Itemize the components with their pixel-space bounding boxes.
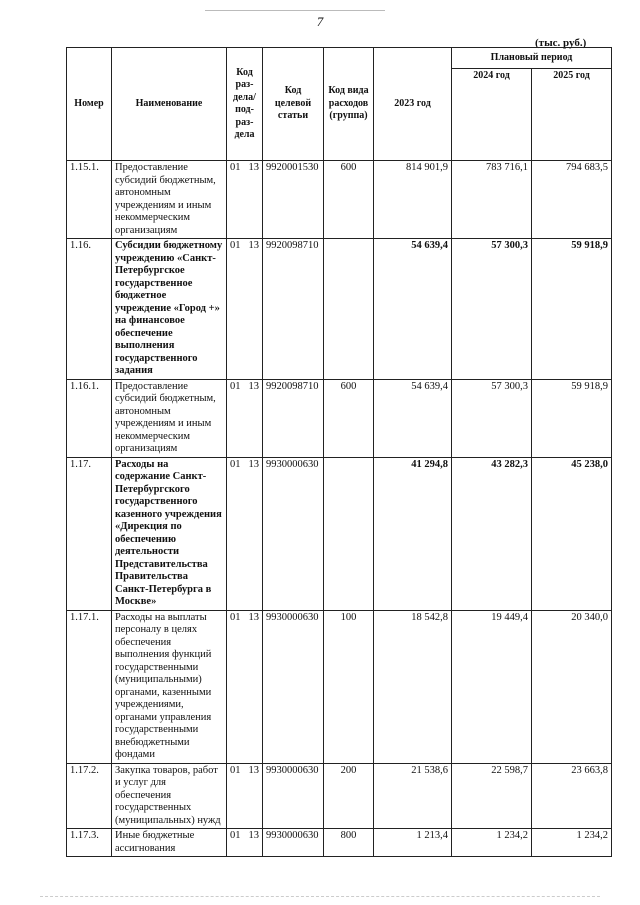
row-subsection: 13 [248, 162, 259, 173]
row-expense-type: 600 [324, 161, 374, 239]
row-2024: 22 598,7 [452, 763, 532, 829]
row-target-code: 9930000630 [263, 829, 324, 857]
row-section-code [227, 161, 263, 239]
table-row [67, 239, 612, 380]
row-2025: 1 234,2 [532, 829, 612, 857]
row-expense-type [324, 457, 374, 610]
row-2025: 23 663,8 [532, 763, 612, 829]
row-name: Иные бюджетные ассигнования [112, 829, 227, 857]
page-number: 7 [316, 14, 324, 29]
row-2024: 43 282,3 [452, 457, 532, 610]
row-name: Субсидии бюджетному учреждению «Санкт-Петербургское государственное бюджетное учреждение «Город +» на финансовое обеспечение выполнения государственного задания [112, 239, 227, 380]
row-expense-type [324, 239, 374, 380]
row-target-code: 9930000630 [263, 610, 324, 763]
row-2023: 18 542,8 [374, 610, 452, 763]
table-row [67, 161, 612, 239]
row-2023: 54 639,4 [374, 239, 452, 380]
row-name: Предоставление субсидий бюджетным, автономным учреждениям и иным некоммерческим организациям [112, 161, 227, 239]
table-row [67, 763, 612, 829]
row-expense-type: 600 [324, 379, 374, 457]
row-2023: 54 639,4 [374, 379, 452, 457]
table-row [67, 457, 612, 610]
row-section-code [227, 610, 263, 763]
row-2024: 783 716,1 [452, 161, 532, 239]
row-target-code: 9920001530 [263, 161, 324, 239]
row-2024: 1 234,2 [452, 829, 532, 857]
row-section-code [227, 379, 263, 457]
header-target-code: Код целевой статьи [263, 48, 324, 161]
header-number: Номер [67, 48, 112, 161]
row-2025: 794 683,5 [532, 161, 612, 239]
row-section: 01 [230, 764, 241, 776]
row-2025: 20 340,0 [532, 610, 612, 763]
row-2024: 57 300,3 [452, 239, 532, 380]
table-row [67, 610, 612, 763]
row-expense-type: 200 [324, 763, 374, 829]
row-number: 1.17.1. [67, 610, 112, 763]
row-subsection: 13 [248, 240, 259, 251]
header-name: Наименование [112, 48, 227, 161]
row-2023: 814 901,9 [374, 161, 452, 239]
row-2024: 19 449,4 [452, 610, 532, 763]
header-section-code: Код раз-дела/ под-раз-дела [227, 48, 263, 161]
row-2024: 57 300,3 [452, 379, 532, 457]
table-row [67, 379, 612, 457]
row-expense-type: 100 [324, 610, 374, 763]
row-2025: 59 918,9 [532, 239, 612, 380]
header-year-2024: 2024 год [452, 69, 532, 161]
row-subsection: 13 [248, 458, 259, 470]
bottom-rule [40, 896, 600, 897]
row-section: 01 [230, 458, 241, 470]
row-number: 1.17.2. [67, 763, 112, 829]
budget-table [66, 47, 612, 857]
row-name: Предоставление субсидий бюджетным, автономным учреждениям и иным некоммерческим организациям [112, 379, 227, 457]
header-planning-period: Плановый период [452, 48, 612, 69]
header-year-2025: 2025 год [532, 69, 612, 161]
table-row [67, 829, 612, 857]
row-section-code [227, 239, 263, 380]
row-section-code [227, 457, 263, 610]
row-target-code: 9920098710 [263, 379, 324, 457]
row-name: Расходы на выплаты персоналу в целях обеспечения выполнения функций государственными (муниципальными) органами, казенными учреждениями, органами управления государственными внебюджетными фондами [112, 610, 227, 763]
row-target-code: 9930000630 [263, 457, 324, 610]
row-section: 01 [230, 611, 241, 623]
row-subsection: 13 [248, 611, 259, 623]
row-subsection: 13 [248, 764, 259, 776]
header-expense-type: Код вида расходов (группа) [324, 48, 374, 161]
row-section: 01 [230, 380, 241, 392]
row-section: 01 [230, 162, 241, 173]
row-2025: 59 918,9 [532, 379, 612, 457]
units-label: (тыс. руб.) [535, 37, 587, 49]
row-subsection: 13 [248, 830, 259, 841]
row-number: 1.15.1. [67, 161, 112, 239]
row-target-code: 9920098710 [263, 239, 324, 380]
header-year-2023: 2023 год [374, 48, 452, 161]
row-number: 1.17.3. [67, 829, 112, 857]
top-rule [205, 10, 385, 11]
row-section: 01 [230, 830, 241, 841]
row-2023: 41 294,8 [374, 457, 452, 610]
row-section: 01 [230, 240, 241, 251]
row-section-code [227, 763, 263, 829]
row-expense-type: 800 [324, 829, 374, 857]
row-number: 1.16. [67, 239, 112, 380]
row-name: Расходы на содержание Санкт-Петербургского государственного казенного учреждения «Дирекция по обеспечению деятельности Представительства Правительства Санкт-Петербурга в Москве» [112, 457, 227, 610]
row-target-code: 9930000630 [263, 763, 324, 829]
row-number: 1.17. [67, 457, 112, 610]
row-subsection: 13 [248, 380, 259, 392]
row-number: 1.16.1. [67, 379, 112, 457]
row-2023: 21 538,6 [374, 763, 452, 829]
row-2023: 1 213,4 [374, 829, 452, 857]
row-2025: 45 238,0 [532, 457, 612, 610]
table-body [67, 161, 612, 857]
row-section-code [227, 829, 263, 857]
row-name: Закупка товаров, работ и услуг для обеспечения государственных (муниципальных) нужд [112, 763, 227, 829]
